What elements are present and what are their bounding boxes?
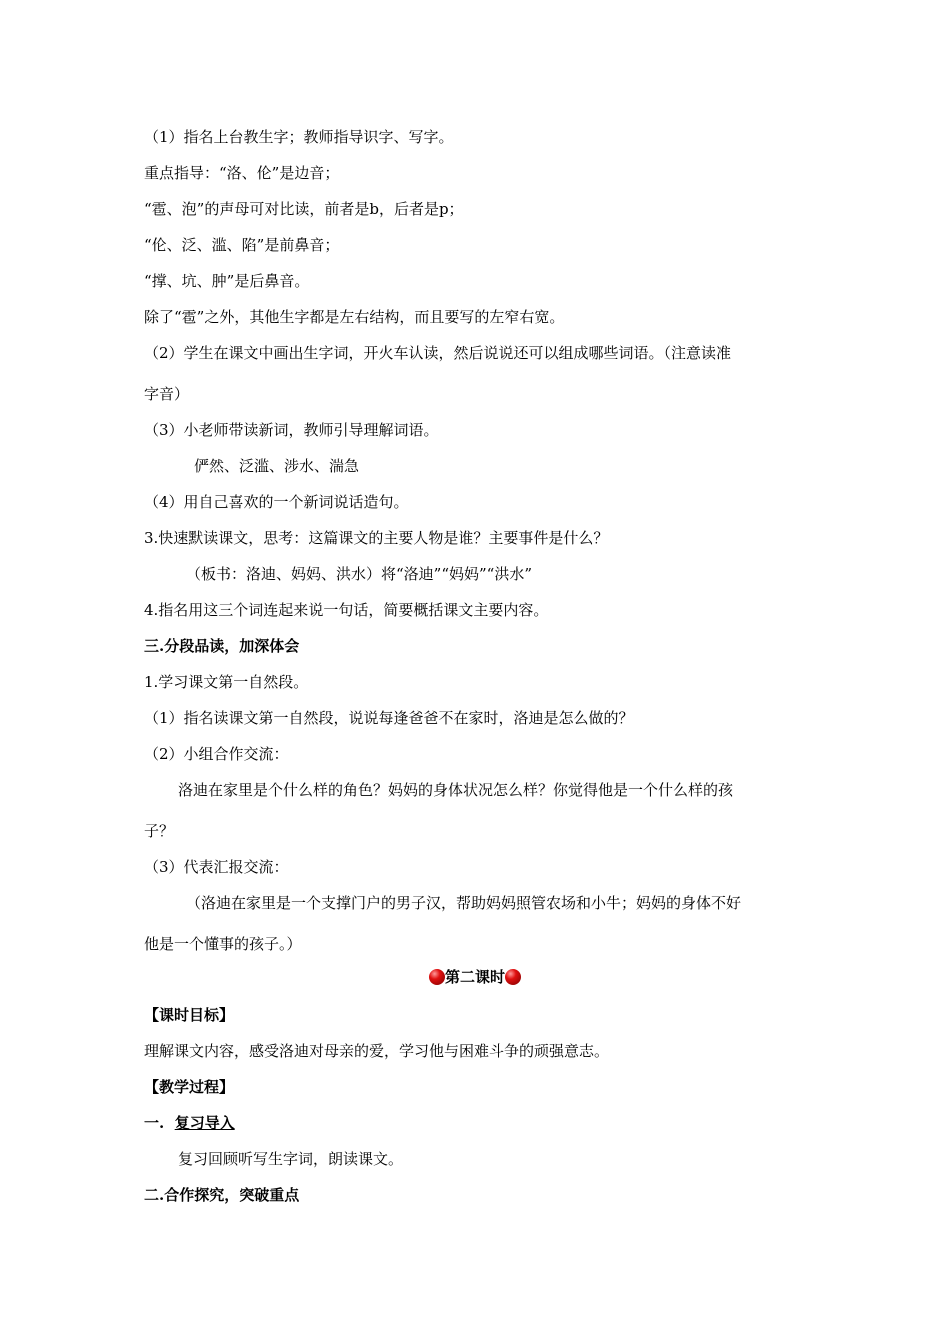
text-line: “伦、泛、滥、陷”是前鼻音； [144,236,340,254]
section-heading: 【课时目标】 [144,1006,235,1024]
text-line: 4.指名用这三个词连起来说一句话，简要概括课文主要内容。 [144,601,549,619]
red-ball-icon [505,969,521,985]
section-heading [144,1113,235,1133]
section-heading: 【教学过程】 [144,1078,235,1096]
text-line: （4）用自己喜欢的一个新词说话造句。 [144,493,409,511]
text-line: （3）代表汇报交流： [144,858,289,876]
text-line: 3.快速默读课文，思考：这篇课文的主要人物是谁？主要事件是什么？ [144,529,609,547]
text-line: 他是一个懂事的孩子。） [144,935,302,953]
text-line: 理解课文内容，感受洛迪对母亲的爱，学习他与困难斗争的顽强意志。 [144,1042,610,1060]
lesson-title-text: 第二课时 [444,968,505,986]
text-line: （洛迪在家里是一个支撑门户的男子汉，帮助妈妈照管农场和小牛；妈妈的身体不好 [186,894,742,912]
text-line: （1）指名读课文第一自然段，说说每逢爸爸不在家时，洛迪是怎么做的？ [144,709,634,727]
text-line: 除了“雹”之外，其他生字都是左右结构，而且要写的左窄右宽。 [144,308,565,326]
text-line: 字音） [144,385,190,403]
text-line: “撑、坑、肿”是后鼻音。 [144,272,310,290]
section-heading: 三.分段品读，加深体会 [144,637,300,655]
heading-text: 复习导入 [174,1114,235,1132]
text-line: 1.学习课文第一自然段。 [144,673,309,691]
vocab-list: 俨然、泛滥、涉水、湍急 [194,457,360,475]
text-line: （3）小老师带读新词，教师引导理解词语。 [144,421,439,439]
text-line: “雹、泡”的声母可对比读，前者是b，后者是p； [144,200,464,218]
text-line: （板书：洛迪、妈妈、洪水）将“洛迪”“妈妈”“洪水” [186,565,533,583]
text-line: 复习回顾听写生字词，朗读课文。 [178,1150,404,1168]
text-line: （2）小组合作交流： [144,745,289,763]
text-line: 子？ [144,822,175,840]
section-heading: 二.合作探究，突破重点 [144,1186,300,1204]
lesson-title [0,967,950,987]
red-ball-icon [429,969,445,985]
text-line: 重点指导：“洛、伦”是边音； [144,164,340,182]
text-line: （1）指名上台教生字；教师指导识字、写字。 [144,128,454,146]
text-line: 洛迪在家里是个什么样的角色？妈妈的身体状况怎么样？你觉得他是一个什么样的孩 [178,781,734,799]
text-line: （2）学生在课文中画出生字词，开火车认读，然后说说还可以组成哪些词语。（注意读准 [144,344,732,362]
heading-number: 一. [144,1114,165,1132]
